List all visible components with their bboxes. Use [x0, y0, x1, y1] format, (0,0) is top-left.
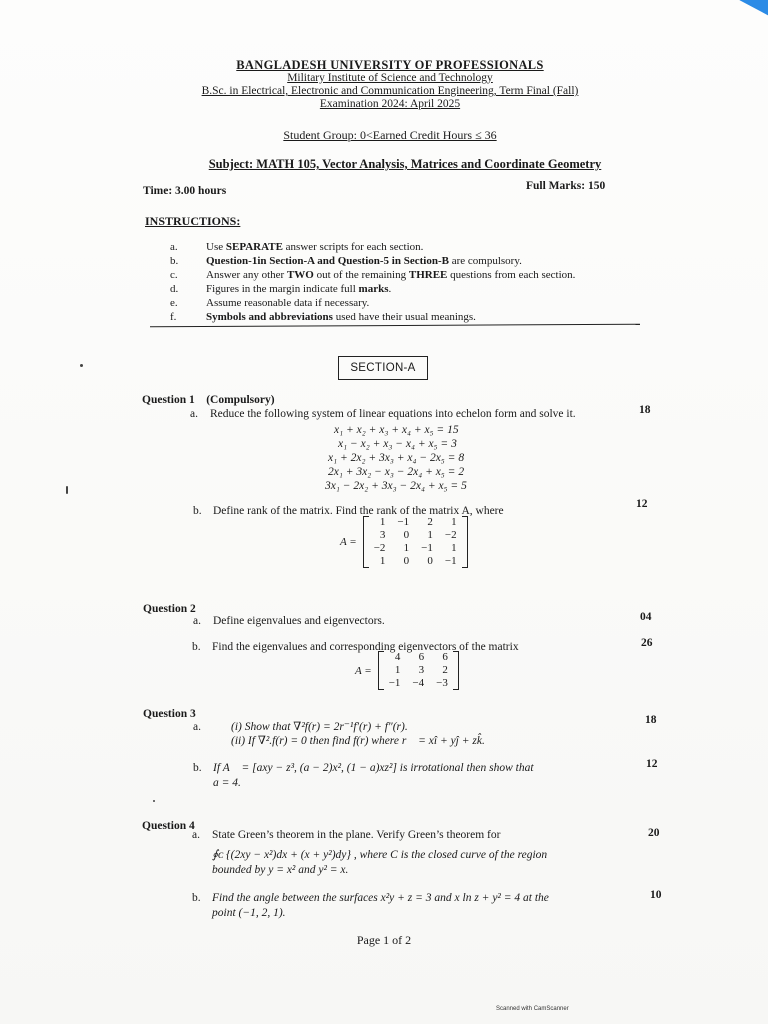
matrix-cell: 1: [379, 555, 386, 567]
matrix-cell: −1: [444, 555, 457, 567]
question-3a-i: (i) Show that ∇²f(r) = 2r⁻¹f′(r) + f″(r).: [231, 721, 408, 733]
part-letter: a.: [193, 615, 201, 627]
question-1a-marks: 18: [639, 404, 651, 416]
question-3b-text: If A⃗ = [axy − z³, (a − 2)x², (1 − a)xz²] is irrotational then show that: [213, 762, 534, 774]
exam-name: Examination 2024: April 2025: [319, 98, 461, 110]
part-letter: b.: [193, 505, 202, 517]
matrix-cell: 1: [394, 664, 401, 676]
instruction-bold: TWO: [286, 269, 314, 281]
section-label: SECTION-A: [338, 356, 428, 380]
instruction-bold: marks: [358, 283, 389, 295]
equation-line: 2x₁ + 3x₂ − x₃ − 2x₄ + x₅ = 2: [328, 466, 465, 478]
matrix-cell: 6: [442, 651, 448, 663]
matrix-cell: 0: [403, 529, 410, 541]
question-1b-marks: 12: [636, 498, 648, 510]
question-4a-text-2: ∮ᴄ {(2xy − x²)dx + (x + y²)dy} , where C is the closed curve of the region: [212, 849, 548, 861]
institute-name: Military Institute of Science and Technology: [287, 72, 493, 84]
question-2b-text: Find the eigenvalues and corresponding eigenvectors of the matrix: [212, 641, 519, 653]
question-4a-marks: 20: [648, 827, 660, 839]
part-letter: a.: [193, 721, 201, 733]
matrix-cell: 3: [379, 529, 386, 541]
question-1b-text: Define rank of the matrix. Find the rank of the matrix A, where: [213, 505, 504, 517]
exam-time: Time: 3.00 hours: [143, 185, 227, 197]
university-name: BANGLADESH UNIVERSITY OF PROFESSIONALS: [236, 58, 544, 72]
matrix-cell: 3: [418, 664, 425, 676]
instruction-letter: a.: [170, 241, 178, 253]
program-name: B.Sc. in Electrical, Electronic and Communication Engineering, Term Final (Fall): [201, 85, 579, 97]
matrix-label: A =: [355, 664, 372, 677]
matrix-cell: 6: [418, 651, 425, 663]
part-letter: b.: [192, 892, 201, 904]
matrix-cell: −1: [397, 516, 410, 528]
full-marks: Full Marks: 150: [526, 180, 606, 192]
instruction-bold: Question-1in Section-A and Question-5 in Section-B: [206, 255, 449, 267]
instruction-text: Use: [206, 241, 226, 253]
instruction-letter: d.: [170, 283, 179, 295]
part-letter: b.: [193, 762, 202, 774]
question-4b-text-2: point (−1, 2, 1).: [212, 907, 286, 919]
question-4a-text-3: bounded by y = x² and y² = x.: [212, 864, 349, 876]
instruction-text: .: [388, 283, 392, 295]
instruction-bold: THREE: [408, 269, 448, 281]
question-2a-text: Define eigenvalues and eigenvectors.: [213, 615, 385, 627]
question-2b-marks: 26: [641, 637, 653, 649]
matrix-cell: −2: [373, 542, 386, 554]
question-1-title: Question 1: [142, 394, 195, 406]
question-3b-text-2: a = 4.: [213, 777, 241, 789]
scanner-watermark: Scanned with CamScanner: [496, 1006, 569, 1012]
matrix-cell: 4: [394, 651, 401, 663]
matrix-table: [383, 651, 454, 690]
instruction-letter: f.: [170, 311, 177, 323]
question-1a-text: Reduce the following system of linear equations into echelon form and solve it.: [210, 408, 576, 420]
question-1-heading: [142, 394, 275, 406]
equation-line: x₁ − x₂ + x₃ − x₄ + x₅ = 3: [338, 438, 457, 450]
question-3a-ii: (ii) If ∇².f(r) = 0 then find f(r) where r⃗ = xî + yĵ + zk̂.: [231, 735, 485, 747]
matrix-q1: [340, 516, 468, 568]
matrix-cell: 1: [427, 529, 433, 541]
scan-speck: [66, 486, 68, 494]
matrix-cell: −2: [444, 529, 457, 541]
instruction-bold: Symbols and abbreviations: [206, 311, 333, 323]
matrix-cell: 0: [403, 555, 410, 567]
page-number: Page 1 of 2: [356, 933, 412, 947]
question-2a-marks: 04: [640, 611, 652, 623]
instruction-text: are compulsory.: [448, 255, 522, 267]
question-3a-marks: 18: [645, 714, 657, 726]
instruction-text: Assume reasonable data if necessary.: [206, 297, 370, 309]
question-2-title: Question 2: [143, 603, 196, 615]
matrix-cell: 1: [403, 542, 410, 554]
instruction-text: used have their usual meanings.: [332, 311, 476, 323]
question-3-title: Question 3: [143, 708, 196, 720]
matrix-table: [368, 516, 463, 568]
matrix-cell: 1: [379, 516, 386, 528]
scan-speck: [153, 800, 155, 802]
part-letter: a.: [192, 829, 200, 841]
instruction-bold: SEPARATE: [225, 241, 283, 253]
matrix-cell: 1: [451, 542, 457, 554]
question-4a-text: State Green’s theorem in the plane. Verify Green’s theorem for: [212, 829, 501, 841]
question-1-note: (Compulsory): [206, 394, 275, 406]
equation-line: x₁ + x₂ + x₃ + x₄ + x₅ = 15: [334, 424, 459, 436]
question-3b-marks: 12: [646, 758, 658, 770]
matrix-cell: −1: [388, 677, 401, 689]
matrix-cell: 2: [427, 516, 433, 528]
part-letter: b.: [192, 641, 201, 653]
instruction-letter: e.: [170, 297, 178, 309]
instructions-title: INSTRUCTIONS:: [145, 214, 241, 228]
question-4-title: Question 4: [142, 820, 195, 832]
equation-line: 3x₁ − 2x₂ + 3x₃ − 2x₄ + x₅ = 5: [325, 480, 467, 492]
divider-line: [150, 324, 640, 328]
instruction-text: Answer any other: [206, 269, 287, 281]
equation-line: x₁ + 2x₂ + 3x₃ + x₄ − 2x₅ = 8: [328, 452, 465, 464]
instruction-text: questions from each section.: [447, 269, 576, 281]
matrix-bracket: [363, 516, 468, 568]
matrix-cell: −3: [436, 677, 448, 689]
matrix-cell: 0: [427, 555, 433, 567]
matrix-cell: 2: [442, 664, 448, 676]
student-group: Student Group: 0<Earned Credit Hours ≤ 36: [283, 128, 497, 142]
instruction-text: Figures in the margin indicate full: [206, 283, 359, 295]
matrix-cell: 1: [451, 516, 457, 528]
instruction-text: out of the remaining: [313, 269, 409, 281]
matrix-q2: [355, 651, 459, 690]
matrix-cell: −1: [421, 542, 433, 554]
instruction-letter: c.: [170, 269, 178, 281]
corner-tab: [737, 0, 768, 18]
instruction-letter: b.: [170, 255, 179, 267]
question-4b-marks: 10: [650, 889, 662, 901]
instruction-text: answer scripts for each section.: [282, 241, 424, 253]
scan-speck: [80, 364, 83, 367]
question-4b-text: Find the angle between the surfaces x²y + z = 3 and x ln z + y² = 4 at the: [212, 892, 549, 904]
matrix-bracket: [378, 651, 459, 690]
subject-title: Subject: MATH 105, Vector Analysis, Matrices and Coordinate Geometry: [208, 157, 602, 171]
matrix-label: A =: [340, 536, 357, 548]
part-letter: a.: [190, 408, 198, 420]
matrix-cell: −4: [412, 677, 425, 689]
